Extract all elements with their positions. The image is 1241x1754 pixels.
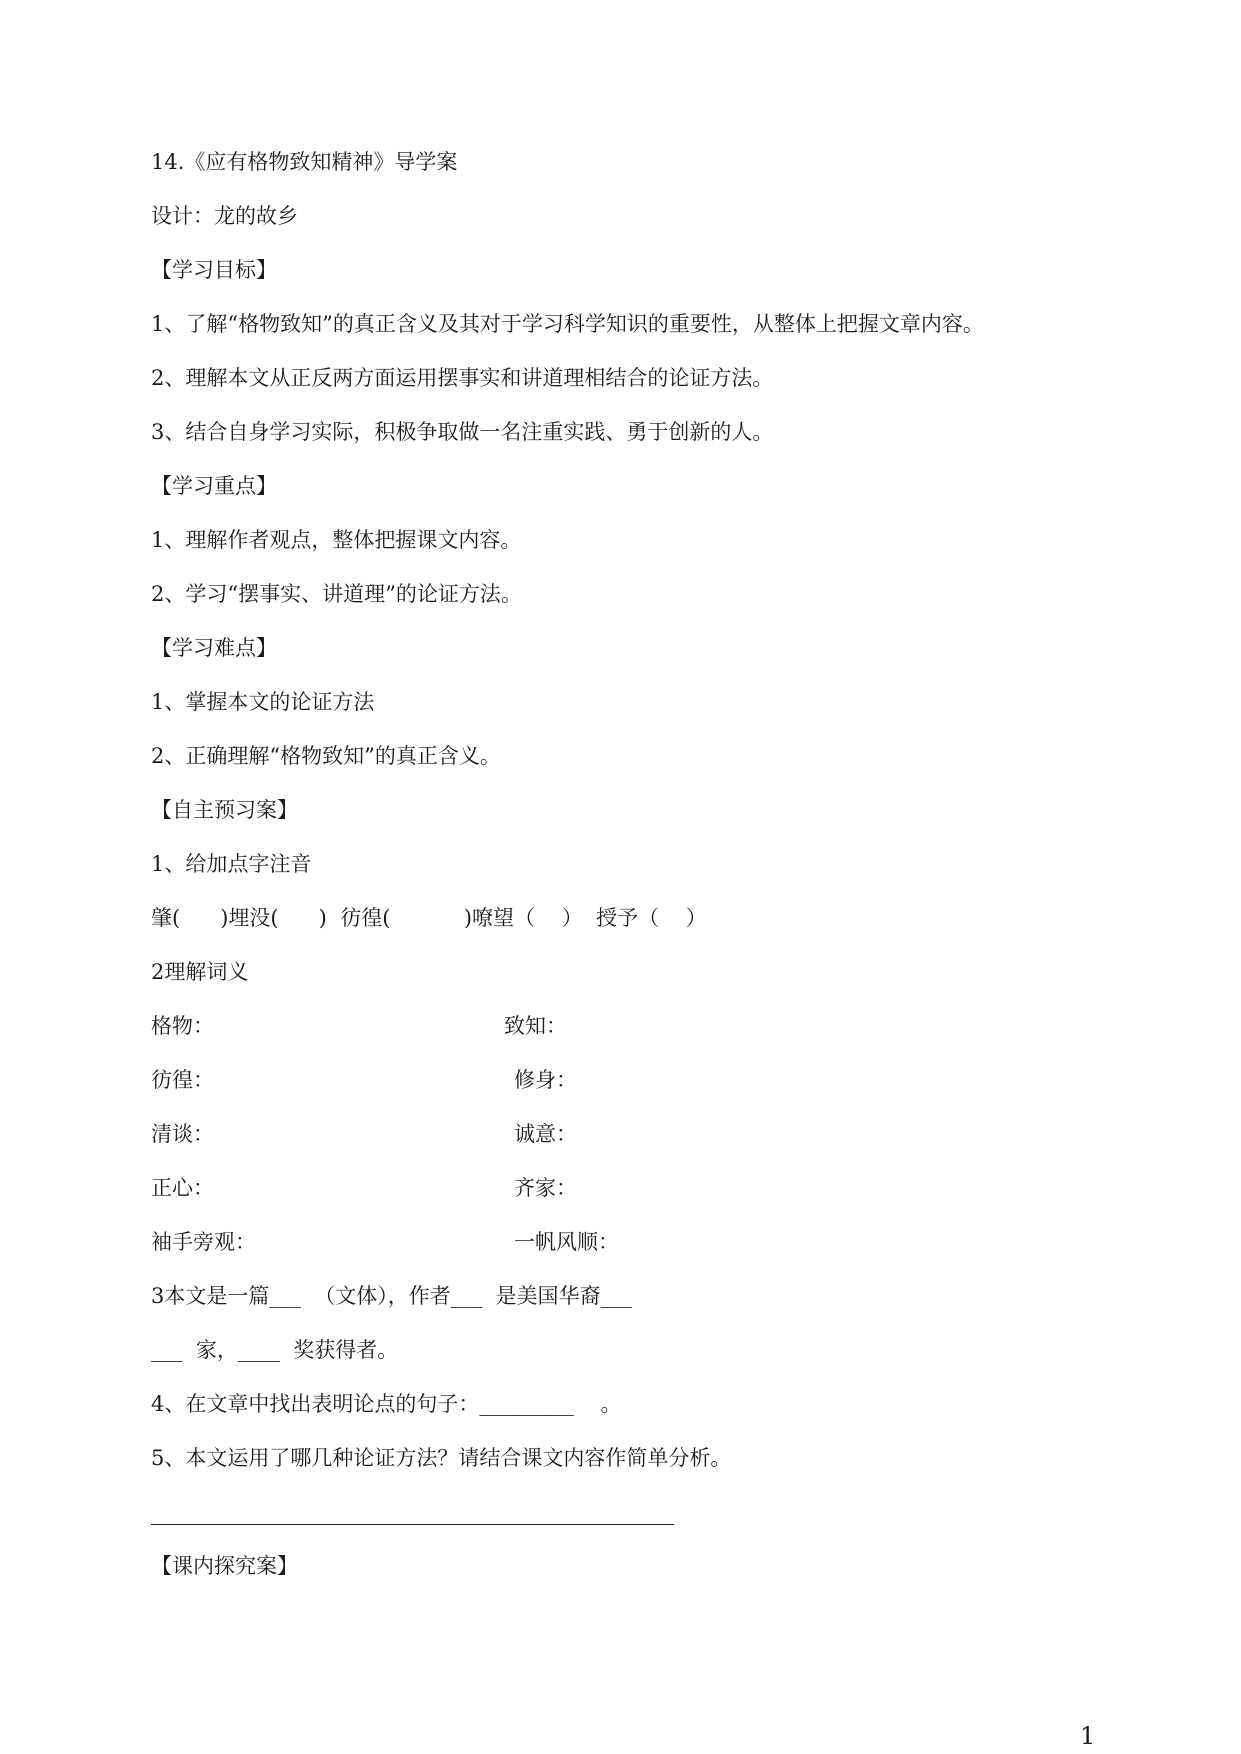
preview-q5: 5、本文运用了哪几种论证方法？请结合课文内容作简单分析。 (151, 1446, 732, 1470)
difficulty-item-2: 2、正确理解“格物致知”的真正含义。 (151, 744, 501, 768)
goal-item-2: 2、理解本文从正反两方面运用摆事实和讲道理相结合的论证方法。 (151, 366, 774, 390)
goals-heading: 【学习目标】 (151, 258, 277, 282)
pinyin-line: 肇( )埋没( ) 彷徨( )嘹望（ ） 授予（ ） (151, 906, 707, 930)
answer-rule (151, 1524, 674, 1525)
keypoints-heading: 【学习重点】 (151, 474, 277, 498)
term-left-2: 彷徨： (151, 1068, 214, 1092)
term-right-2: 修身： (514, 1068, 577, 1092)
goal-item-1: 1、了解“格物致知”的真正含义及其对于学习科学知识的重要性，从整体上把握文章内容。 (151, 312, 984, 336)
term-right-5: 一帆风顺： (514, 1230, 619, 1254)
preview-heading: 【自主预习案】 (151, 798, 298, 822)
page-number: 1 (1080, 1722, 1096, 1750)
preview-q1: 1、给加点字注音 (151, 852, 312, 876)
goal-item-3: 3、结合自身学习实际，积极争取做一名注重实践、勇于创新的人。 (151, 420, 774, 444)
term-right-4: 齐家： (514, 1176, 577, 1200)
designer-line: 设计：龙的故乡 (151, 204, 298, 228)
term-right-1: 致知： (504, 1014, 567, 1038)
preview-q4: 4、在文章中找出表明论点的句子：_________ 。 (151, 1392, 622, 1416)
term-left-5: 袖手旁观： (151, 1230, 256, 1254)
keypoint-item-1: 1、理解作者观点，整体把握课文内容。 (151, 528, 522, 552)
explore-heading: 【课内探究案】 (151, 1554, 298, 1578)
difficulty-item-1: 1、掌握本文的论证方法 (151, 690, 375, 714)
keypoint-item-2: 2、学习“摆事实、讲道理”的论证方法。 (151, 582, 522, 606)
term-left-4: 正心： (151, 1176, 214, 1200)
preview-q3-line2: ___ 家，____ 奖获得者。 (151, 1338, 399, 1362)
difficulties-heading: 【学习难点】 (151, 636, 277, 660)
term-left-1: 格物： (151, 1014, 214, 1038)
page-title: 14.《应有格物致知精神》导学案 (151, 150, 458, 174)
preview-q2: 2理解词义 (151, 960, 249, 984)
term-left-3: 清谈： (151, 1122, 214, 1146)
preview-q3-line1: 3本文是一篇___ （文体），作者___ 是美国华裔___ (151, 1284, 633, 1308)
term-right-3: 诚意： (514, 1122, 577, 1146)
